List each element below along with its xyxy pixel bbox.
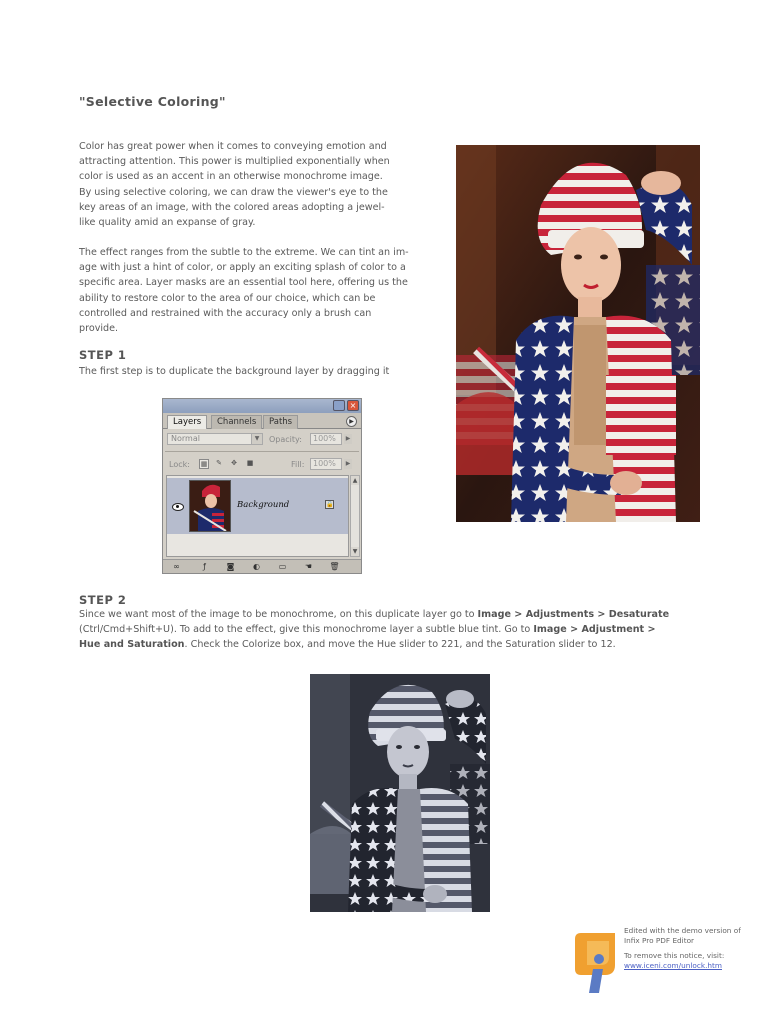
step-2-heading: STEP 2 [79, 593, 127, 607]
infix-logo-icon [575, 929, 621, 993]
panel-titlebar [163, 399, 361, 413]
tab-paths[interactable]: Paths [263, 415, 298, 429]
fill-label: Fill: [291, 460, 305, 469]
lock-transparency-icon[interactable]: ▦ [200, 460, 208, 468]
lock-label: Lock: [169, 460, 190, 469]
new-layer-icon[interactable]: ☚ [304, 562, 313, 571]
document-title: "Selective Coloring" [79, 94, 226, 109]
panel-bottom-toolbar [163, 559, 361, 573]
step-1-heading: STEP 1 [79, 348, 127, 362]
opacity-field[interactable]: 100% [310, 433, 342, 445]
step-2-line-3: Hue and Saturation. Check the Colorize box, and move the Hue slider to 221, and the Saturation slider to 12. [79, 639, 616, 651]
infix-demo-notice [575, 926, 765, 996]
adjustment-layer-icon[interactable]: ◐ [253, 562, 260, 571]
notice-text: Edited with the demo version of Infix Pro PDF Editor To remove this notice, visit: www.iceni.com/unlock.htm [624, 926, 741, 970]
lock-brush-icon[interactable]: ✎ [216, 459, 222, 467]
monochrome-dancer-photo [310, 674, 490, 912]
fill-field[interactable]: 100% [310, 458, 342, 470]
trash-icon[interactable]: 🗑 [329, 562, 340, 571]
lock-all-icon[interactable]: ■ [246, 459, 254, 467]
close-button[interactable]: × [347, 400, 359, 411]
step-2-text [79, 607, 669, 653]
blend-mode-select[interactable]: Normal ▼ [167, 433, 263, 445]
lock-move-icon[interactable]: ✥ [231, 459, 237, 467]
opacity-arrow-icon[interactable]: ▶ [345, 435, 351, 442]
fill-arrow-icon[interactable]: ▶ [345, 460, 351, 467]
panel-tabs [163, 413, 361, 429]
opacity-label: Opacity: [269, 435, 302, 444]
unlock-link[interactable]: www.iceni.com/unlock.htm [624, 960, 722, 970]
layer-thumbnail [189, 480, 231, 532]
photoshop-layers-panel [162, 398, 362, 574]
add-mask-icon[interactable]: ◙ [226, 562, 235, 571]
chevron-down-icon: ▼ [251, 434, 262, 444]
layers-scrollbar[interactable] [350, 475, 360, 557]
layer-style-icon[interactable]: ƒ [203, 562, 206, 571]
step-2-line-1: Since we want most of the image to be monochrome, on this duplicate layer go to Image > Adjustments > Desaturate [79, 609, 670, 620]
layer-lock-icon: 🔒 [326, 501, 334, 508]
minimize-button[interactable] [333, 400, 345, 411]
tab-channels[interactable]: Channels [211, 415, 262, 429]
visibility-eye-icon[interactable] [172, 503, 184, 511]
color-dancer-photo [456, 145, 700, 522]
scroll-down-icon[interactable]: ▼ [352, 548, 358, 555]
step-1-text: The first step is to duplicate the background layer by dragging it [79, 366, 390, 377]
link-layers-icon[interactable]: ∞ [173, 562, 180, 571]
layers-list [166, 475, 349, 557]
panel-divider [165, 451, 359, 452]
intro-paragraph-1: Color has great power when it comes to conveying emotion and attracting attention. This power is multiplied exponentially when color is used as an accent in an otherwise monochrome image. By using selective coloring, we can draw the viewer's eye to the key areas of an image, with the colored areas adopting a jewel- like quality amid an expanse of gray. [79, 141, 390, 229]
step-2-line-2: (Ctrl/Cmd+Shift+U). To add to the effect, give this monochrome layer a subtle blue tint. Go to Image > Adjustment > [79, 624, 656, 636]
scroll-up-icon[interactable]: ▲ [352, 477, 358, 484]
tab-layers[interactable]: Layers [167, 415, 207, 429]
new-group-icon[interactable]: ▭ [278, 562, 287, 571]
layer-name: Background [237, 500, 290, 510]
layer-row-background[interactable] [167, 478, 348, 534]
intro-paragraph-2: The effect ranges from the subtle to the extreme. We can tint an im- age with just a hint of color, or apply an exciting splash of color to a specific area. Layer masks are an essential tool here, offering us the ability to restore color to the area of our choice, which can be controlled and restrained with the accuracy only a brush can provide. [79, 247, 409, 335]
panel-menu-icon[interactable]: ▶ [346, 416, 357, 427]
